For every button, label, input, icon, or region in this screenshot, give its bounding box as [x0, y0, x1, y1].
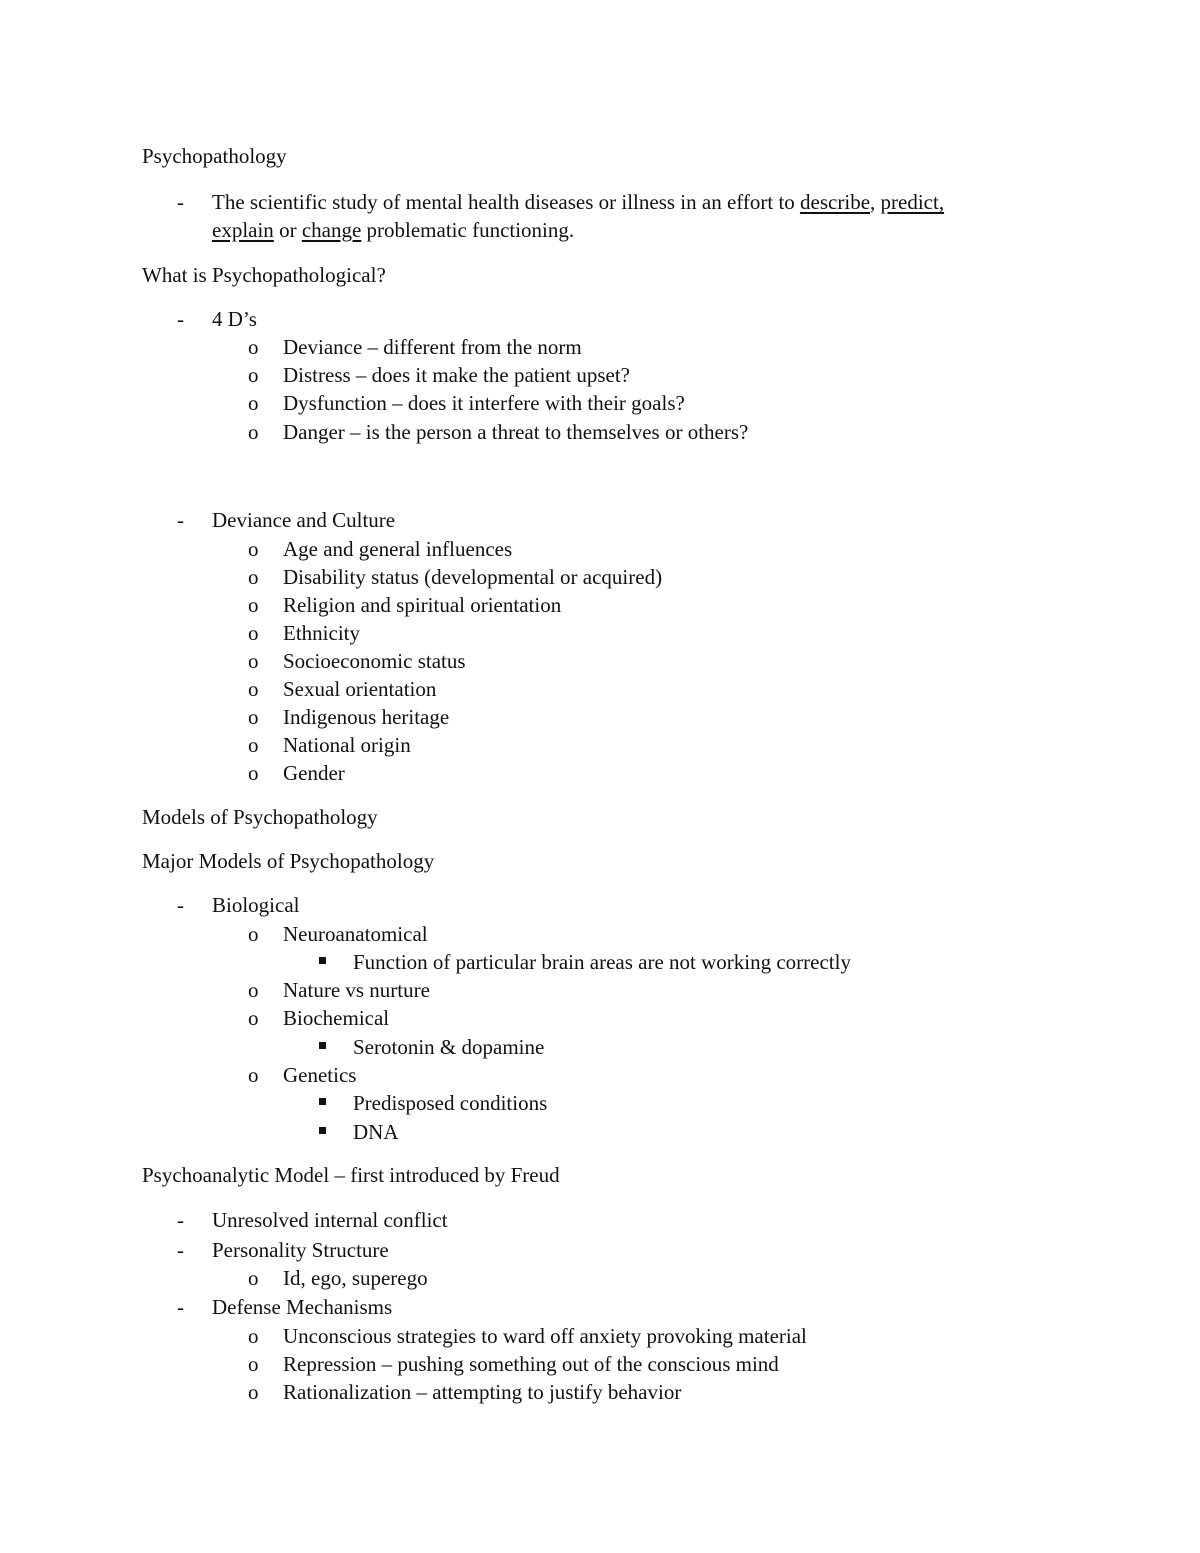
circle-bullet: o	[248, 1266, 259, 1290]
dash-bullet: -	[177, 1208, 184, 1232]
circle-bullet: o	[248, 922, 259, 946]
doc-title: Psychopathology	[142, 144, 287, 168]
list-item: Unconscious strategies to ward off anxiety provoking material	[283, 1324, 807, 1348]
section-heading-psychoanalytic: Psychoanalytic Model – first introduced by Freud	[142, 1163, 560, 1187]
section-heading-models: Models of Psychopathology	[142, 805, 378, 829]
square-bullet	[319, 957, 326, 964]
section-heading-what: What is Psychopathological?	[142, 263, 386, 287]
list-item: Gender	[283, 761, 345, 785]
list-item: National origin	[283, 733, 411, 757]
square-bullet	[319, 1127, 326, 1134]
square-bullet	[319, 1042, 326, 1049]
dash-bullet: -	[177, 893, 184, 917]
circle-bullet: o	[248, 1352, 259, 1376]
circle-bullet: o	[248, 1006, 259, 1030]
list-item: Genetics	[283, 1063, 357, 1087]
sub-list-item: Function of particular brain areas are not working correctly	[353, 950, 851, 974]
circle-bullet: o	[248, 1063, 259, 1087]
list-item: Unresolved internal conflict	[212, 1208, 448, 1232]
list-item: Distress – does it make the patient upset?	[283, 363, 631, 387]
dash-bullet: -	[177, 1295, 184, 1319]
dash-bullet: -	[177, 190, 184, 214]
circle-bullet: o	[248, 705, 259, 729]
list-item: Socioeconomic status	[283, 649, 466, 673]
biological-label: Biological	[212, 893, 300, 917]
list-item: Indigenous heritage	[283, 705, 450, 729]
definition-line-1: The scientific study of mental health diseases or illness in an effort to describe, predict,	[212, 190, 945, 214]
dash-bullet: -	[177, 307, 184, 331]
sub-list-item: Predisposed conditions	[353, 1091, 548, 1115]
circle-bullet: o	[248, 1324, 259, 1348]
deviance-culture-label: Deviance and Culture	[212, 508, 396, 532]
list-item: Danger – is the person a threat to themselves or others?	[283, 420, 749, 444]
list-item: Defense Mechanisms	[212, 1295, 393, 1319]
term-predict: predict,	[880, 190, 945, 214]
circle-bullet: o	[248, 593, 259, 617]
sub-list-item: Serotonin & dopamine	[353, 1035, 545, 1059]
list-item: Disability status (developmental or acquired)	[283, 565, 663, 589]
square-bullet	[319, 1098, 326, 1105]
term-describe: describe	[800, 190, 871, 214]
term-explain: explain	[212, 218, 274, 242]
sub-list-item: DNA	[353, 1120, 399, 1144]
list-item: Neuroanatomical	[283, 922, 428, 946]
definition-line-2: explain or change problematic functioning.	[212, 218, 575, 242]
list-item: Rationalization – attempting to justify behavior	[283, 1380, 682, 1404]
circle-bullet: o	[248, 677, 259, 701]
list-item: Biochemical	[283, 1006, 390, 1030]
list-item: Personality Structure	[212, 1238, 389, 1262]
circle-bullet: o	[248, 978, 259, 1002]
circle-bullet: o	[248, 565, 259, 589]
circle-bullet: o	[248, 761, 259, 785]
term-change: change	[301, 218, 362, 242]
dash-bullet: -	[177, 508, 184, 532]
list-item: Deviance – different from the norm	[283, 335, 582, 359]
list-item: Repression – pushing something out of the conscious mind	[283, 1352, 779, 1376]
list-item: Religion and spiritual orientation	[283, 593, 562, 617]
four-ds-label: 4 D’s	[212, 307, 257, 331]
circle-bullet: o	[248, 335, 259, 359]
circle-bullet: o	[248, 733, 259, 757]
list-item: Sexual orientation	[283, 677, 437, 701]
section-heading-major-models: Major Models of Psychopathology	[142, 849, 435, 873]
list-item: Ethnicity	[283, 621, 360, 645]
circle-bullet: o	[248, 1380, 259, 1404]
dash-bullet: -	[177, 1238, 184, 1262]
list-item: Age and general influences	[283, 537, 513, 561]
circle-bullet: o	[248, 537, 259, 561]
circle-bullet: o	[248, 363, 259, 387]
circle-bullet: o	[248, 649, 259, 673]
list-item: Id, ego, superego	[283, 1266, 428, 1290]
list-item: Dysfunction – does it interfere with their goals?	[283, 391, 685, 415]
circle-bullet: o	[248, 391, 259, 415]
list-item: Nature vs nurture	[283, 978, 430, 1002]
circle-bullet: o	[248, 420, 259, 444]
circle-bullet: o	[248, 621, 259, 645]
